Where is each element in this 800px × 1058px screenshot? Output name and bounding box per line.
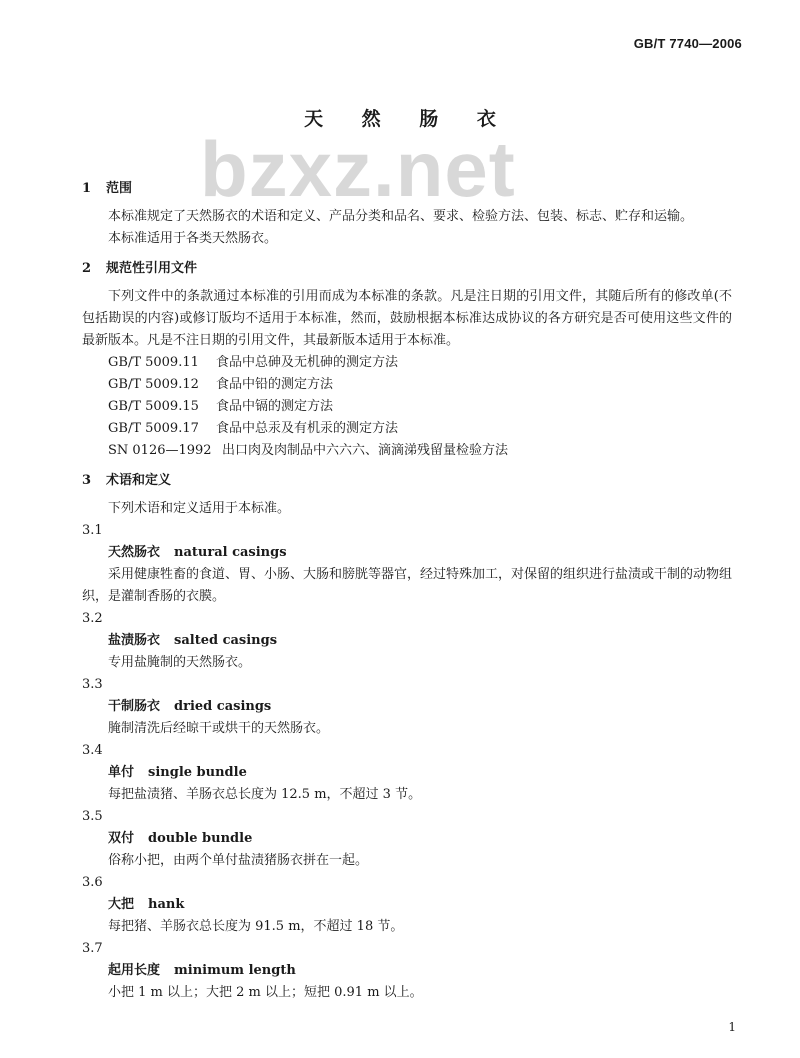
term-number: 3.2 [82, 611, 103, 626]
term-heading [82, 542, 732, 564]
term-definition: 小把 1 m 以上；大把 2 m 以上；短把 0.91 m 以上。 [108, 985, 423, 1000]
term-cn: 单付 [108, 765, 135, 780]
term-cn: 盐渍肠衣 [108, 633, 161, 648]
term-en: double bundle [148, 831, 253, 846]
reference-title: 食品中总汞及有机汞的测定方法 [216, 421, 399, 436]
reference-item [82, 440, 732, 462]
term-en: salted casings [174, 633, 278, 648]
term-number: 3.3 [82, 677, 103, 692]
page-number: 1 [728, 1020, 736, 1034]
term-cn: 起用长度 [108, 963, 161, 978]
term-heading [82, 630, 732, 652]
term-definition: 腌制清洗后经晾干或烘干的天然肠衣。 [108, 721, 330, 736]
reference-title: 食品中铅的测定方法 [216, 377, 334, 392]
term-definition: 每把盐渍猪、羊肠衣总长度为 12.5 m，不超过 3 节。 [108, 787, 422, 802]
term-en: dried casings [174, 699, 272, 714]
term-cn: 天然肠衣 [108, 545, 161, 560]
term-definition: 每把猪、羊肠衣总长度为 91.5 m，不超过 18 节。 [108, 919, 404, 934]
terms-intro: 下列术语和定义适用于本标准。 [108, 501, 291, 516]
reference-code: GB/T 5009.12 [108, 377, 199, 392]
section-title: 范围 [106, 181, 133, 196]
term-definition: 专用盐腌制的天然肠衣。 [108, 655, 252, 670]
term-cn: 大把 [108, 897, 135, 912]
section-number: 3 [82, 473, 92, 488]
scope-paragraph-1: 本标准规定了天然肠衣的术语和定义、产品分类和品名、要求、检验方法、包装、标志、贮存和运输。 [108, 209, 694, 224]
scope-paragraph-2: 本标准适用于各类天然肠衣。 [108, 231, 278, 246]
reference-code: GB/T 5009.15 [108, 399, 199, 414]
reference-code: GB/T 5009.11 [108, 355, 199, 370]
term-cn: 双付 [108, 831, 135, 846]
term-en: hank [148, 897, 185, 912]
reference-title: 出口肉及肉制品中六六六、滴滴涕残留量检验方法 [222, 443, 509, 458]
reference-item [82, 352, 732, 374]
reference-title: 食品中总砷及无机砷的测定方法 [216, 355, 399, 370]
section-title: 规范性引用文件 [106, 261, 198, 276]
term-number: 3.5 [82, 809, 103, 824]
term-number: 3.1 [82, 523, 103, 538]
section-number: 2 [82, 261, 92, 276]
reference-item [82, 418, 732, 440]
term-definition: 采用健康牲畜的食道、胃、小肠、大肠和膀胱等器官，经过特殊加工，对保留的组织进行盐渍或干制的动物组织，是灌制香肠的衣膜。 [82, 567, 733, 604]
section-heading-normative-references [82, 258, 732, 280]
term-number: 3.7 [82, 941, 103, 956]
term-en: natural casings [174, 545, 287, 560]
section-title: 术语和定义 [106, 473, 172, 488]
section-heading-scope [82, 178, 732, 200]
references-paragraph: 下列文件中的条款通过本标准的引用而成为本标准的条款。凡是注日期的引用文件，其随后所有的修改单(不包括勘误的内容)或修订版均不适用于本标准，然而，鼓励根据本标准达成协议的各方研究是否可使用这些文件的最新版本。凡是不注日期的引用文件，其最新版本适用于本标准。 [82, 289, 732, 348]
reference-code: SN 0126—1992 [108, 443, 212, 458]
term-heading [82, 960, 732, 982]
term-en: minimum length [174, 963, 296, 978]
watermark: bzxz.net [200, 125, 516, 213]
term-number: 3.6 [82, 875, 103, 890]
reference-item [82, 374, 732, 396]
term-heading [82, 696, 732, 718]
term-en: single bundle [148, 765, 247, 780]
document-body [82, 170, 732, 1004]
section-heading-terms [82, 470, 732, 492]
reference-code: GB/T 5009.17 [108, 421, 199, 436]
term-number: 3.4 [82, 743, 103, 758]
term-definition: 俗称小把，由两个单付盐渍猪肠衣拼在一起。 [108, 853, 369, 868]
reference-item [82, 396, 732, 418]
reference-title: 食品中镉的测定方法 [216, 399, 334, 414]
section-number: 1 [82, 181, 92, 196]
term-heading [82, 762, 732, 784]
term-heading [82, 828, 732, 850]
standard-number: GB/T 7740—2006 [633, 36, 742, 51]
document-title: 天 然 肠 衣 [304, 108, 512, 130]
term-heading [82, 894, 732, 916]
term-cn: 干制肠衣 [108, 699, 161, 714]
